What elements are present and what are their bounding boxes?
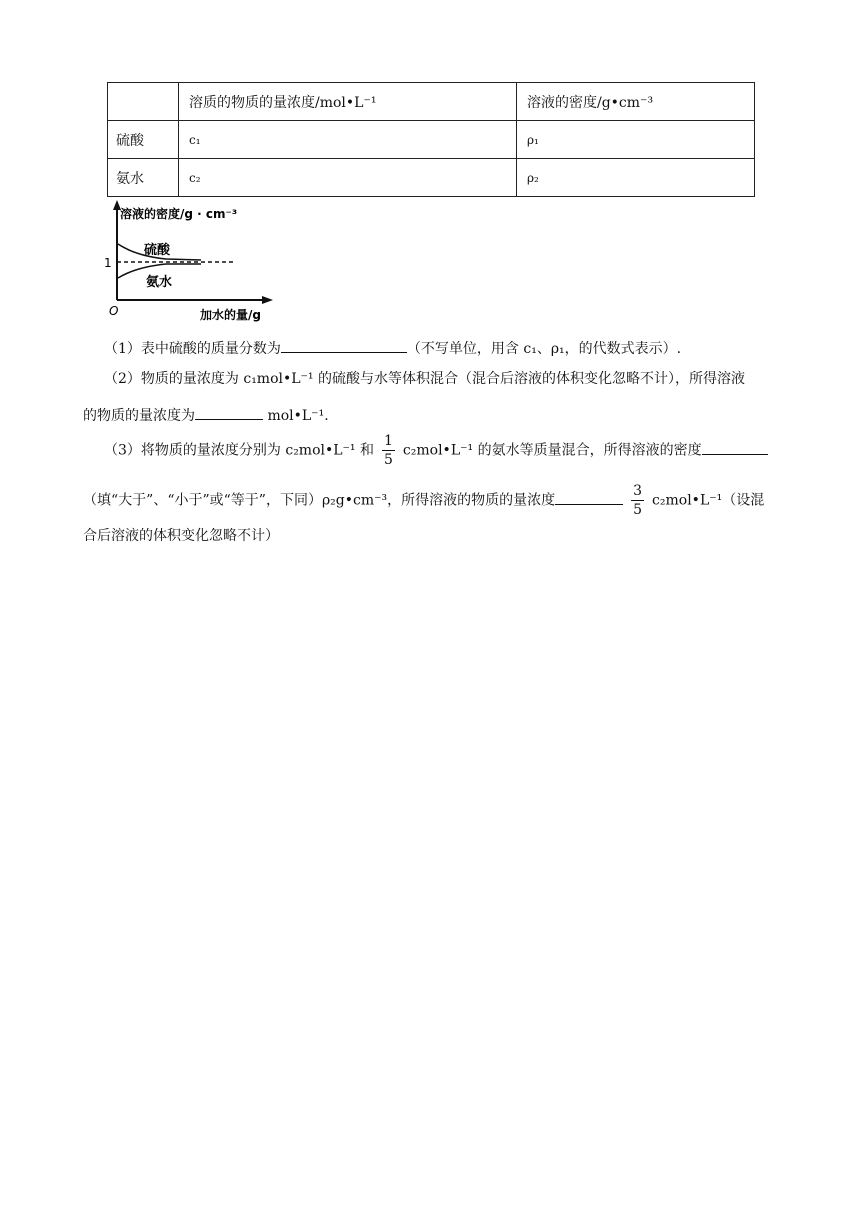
cell-c2: c₂ bbox=[179, 159, 517, 197]
tick-label-one: 1 bbox=[104, 256, 112, 270]
q3-line2-suffix: c₂mol•L⁻¹（设混 bbox=[652, 492, 765, 509]
q2-answer-blank[interactable] bbox=[195, 405, 263, 420]
fraction-numerator: 1 bbox=[384, 433, 393, 449]
table-header-concentration: 溶质的物质的量浓度/mol•L⁻¹ bbox=[179, 83, 517, 121]
data-table bbox=[107, 82, 755, 197]
row-name-ammonia: 氨水 bbox=[108, 159, 179, 197]
curve-label-ammonia: 氨水 bbox=[146, 275, 173, 290]
question-3-line-2 bbox=[83, 482, 764, 519]
origin-label: O bbox=[109, 304, 119, 318]
q3-line2-prefix: （填“大于”、“小于”或“等于”，下同）ρ₂g•cm⁻³，所得溶液的物质的量浓度 bbox=[83, 492, 556, 509]
x-axis-arrow-icon bbox=[262, 296, 273, 304]
q3-line1-prefix: （3）将物质的量浓度分别为 c₂mol•L⁻¹ 和 bbox=[104, 442, 374, 459]
x-axis-label: 加水的量/g bbox=[200, 308, 261, 322]
question-2-line-2 bbox=[83, 405, 329, 426]
fraction-numerator: 3 bbox=[633, 483, 643, 499]
q3-density-blank[interactable] bbox=[702, 440, 768, 455]
y-axis-label: 溶液的密度/g · cm⁻³ bbox=[120, 207, 238, 221]
table-cell bbox=[108, 83, 179, 121]
fraction-one-fifth bbox=[382, 432, 395, 469]
fraction-three-fifths bbox=[631, 482, 644, 519]
q2-prefix: 的物质的量浓度为 bbox=[83, 408, 195, 424]
fraction-denominator: 5 bbox=[633, 502, 643, 518]
table-header-row bbox=[108, 83, 755, 121]
row-name-sulfuric-acid: 硫酸 bbox=[108, 121, 179, 159]
cell-c1: c₁ bbox=[179, 121, 517, 159]
question-2-line-1: （2）物质的量浓度为 c₁mol•L⁻¹ 的硫酸与水等体积混合（混合后溶液的体积变化忽略不计），所得溶液 bbox=[104, 371, 745, 387]
fraction-denominator: 5 bbox=[384, 452, 393, 468]
question-3-line-1 bbox=[104, 432, 768, 469]
cell-rho1: ρ₁ bbox=[517, 121, 755, 159]
q1-answer-blank[interactable] bbox=[281, 338, 407, 353]
curve-label-sulfuric-acid: 硫酸 bbox=[144, 243, 171, 258]
table-row bbox=[108, 121, 755, 159]
q3-line1-suffix: c₂mol•L⁻¹ 的氨水等质量混合，所得溶液的密度 bbox=[402, 442, 702, 459]
density-graph bbox=[96, 200, 286, 325]
table-header-density: 溶液的密度/g•cm⁻³ bbox=[517, 83, 755, 121]
q1-suffix: （不写单位，用含 c₁、ρ₁，的代数式表示）. bbox=[406, 341, 682, 357]
table-row bbox=[108, 159, 755, 197]
q1-prefix: （1）表中硫酸的质量分数为 bbox=[104, 341, 281, 357]
question-1 bbox=[104, 338, 681, 359]
cell-rho2: ρ₂ bbox=[517, 159, 755, 197]
q2-suffix: mol•L⁻¹. bbox=[263, 408, 329, 424]
q3-concentration-blank[interactable] bbox=[555, 490, 623, 505]
question-3-line-3: 合后溶液的体积变化忽略不计） bbox=[83, 528, 279, 544]
